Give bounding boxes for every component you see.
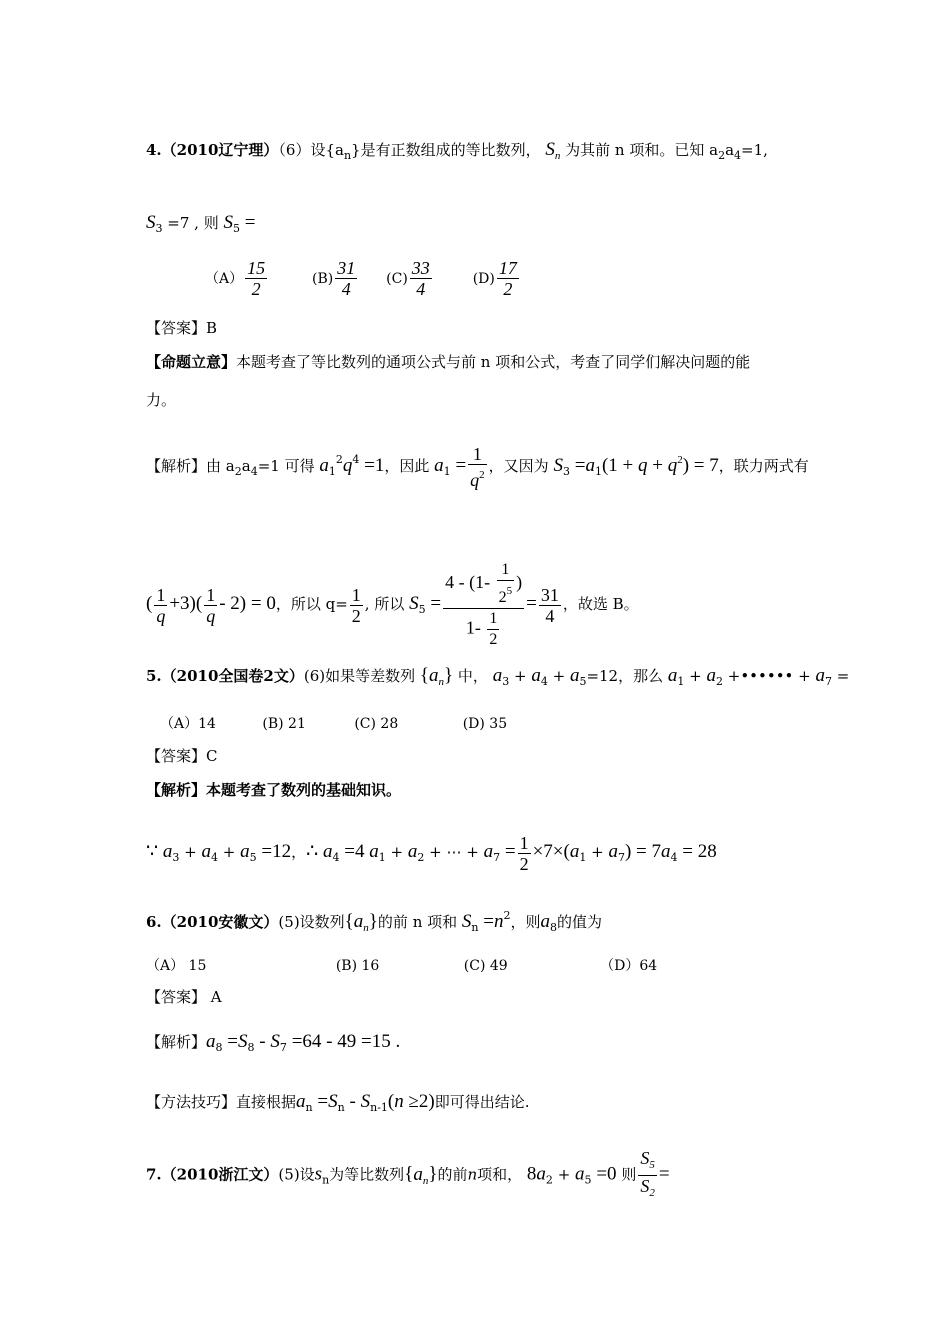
q4-options [205, 258, 521, 299]
q6-tip: 【方法技巧】直接根据$a_n =S_n - S_{n-1}(n \ge 2)$即可得出结论. [146, 1091, 530, 1114]
q5-stem: 5.（2010全国卷2文）(6)如果等差数列 $\{a_n\}$ 中， $a_3 + a_4 + a_5=12$，那么 $a_1 + a_2$ +•••••• + $a_7$ = [146, 665, 850, 688]
q4-option-c: (C) $\frac{33}{4}$ [386, 258, 430, 299]
q7-stem: 7.（2010浙江文）(5)设$s_n$为等比数列$\{a_n\}$的前n项和， $8a_2 + a_5 =0$ 则 $\frac{S_5}{S_2}$ = [146, 1148, 670, 1203]
q5-option-c: (C) 28 [354, 716, 399, 732]
q5-option-a: （A）14 [160, 716, 216, 732]
q6-options [146, 955, 657, 975]
q6-stem: 6.（2010安徽文）(5)设数列$\{a_n\}$的前 n 项和 $S_n =n^2$，则$a_8$的值为 [146, 909, 603, 934]
q6-answer: 【答案】 A [146, 988, 222, 1006]
q5-options [160, 713, 507, 733]
q4-option-d: (D) $\frac{17}{2}$ [472, 258, 517, 299]
q5-solution: ∵ $a_3 + a_4 + a_5 =12$，∴ $a_4 =4$ $a_1 + a_2$ + ⋯ + $a_7$ = $\frac{1}{2}$ $\times 7\times(a_1 + a_7) = 7a_4 = 28$ [146, 832, 717, 874]
q5-analysis: 【解析】本题考查了数列的基础知识。 [146, 781, 402, 799]
q4-number: 4. [146, 141, 162, 159]
q6-option-b: (B) 16 [335, 958, 380, 974]
q4-answer: 【答案】B [146, 319, 218, 337]
q5-answer: 【答案】C [146, 747, 218, 765]
q4-analysis-line2: ( $\frac{1}{q}$ +3)( $\frac{1}{q}$ - 2) = 0，所以 q= $\frac{1}{2}$ , 所以 $S_5$ = 4 - (1- $\frac{1}{2^5}$ ) 1- $\frac{1}{2}$ = $\frac{31}{4}$ ，故选 B。 [146, 561, 639, 648]
q6-option-c: (C) 49 [463, 958, 508, 974]
q4-source: （2010辽宁理） [161, 141, 279, 159]
q6-analysis: 【解析】$a_8 =S_8 - S_7 =64 - 49 =15$ . [146, 1031, 401, 1054]
q5-option-d: (D) 35 [462, 716, 508, 732]
q4-option-a: （A） $\frac{15}{2}$ [205, 258, 266, 299]
q4-stem: 4.（2010辽宁理）（6）设$\{a_n\}$是有正数组成的等比数列， $S_n$ 为其前 n 项和。已知 $a_2a_4=1$, [146, 139, 768, 162]
q4-option-b: (B) $\frac{31}{4}$ [312, 258, 356, 299]
q6-option-d: （D）64 [600, 958, 658, 974]
q5-option-b: (B) 21 [262, 716, 306, 732]
q4-analysis: 【解析】由 $a_2a_4=1$ 可得 $a_1^2q^4 =1$，因此 $a_1$ = $\frac{1}{q^2}$ ，又因为 $S_3 =a_1(1 + q + q^2) = 7$，联力两式有 [146, 444, 809, 490]
q4-intent-cont: 力。 [146, 391, 177, 409]
q6-option-a: （A） 15 [146, 958, 207, 974]
q4-condition: $S_3 =7$ , 则 $S_5$ = [146, 212, 256, 235]
q4-sn: $S_n$ [545, 139, 561, 162]
q4-intent: 【命题立意】本题考查了等比数列的通项公式与前 n 项和公式，考查了同学们解决问题的能 [146, 353, 751, 371]
